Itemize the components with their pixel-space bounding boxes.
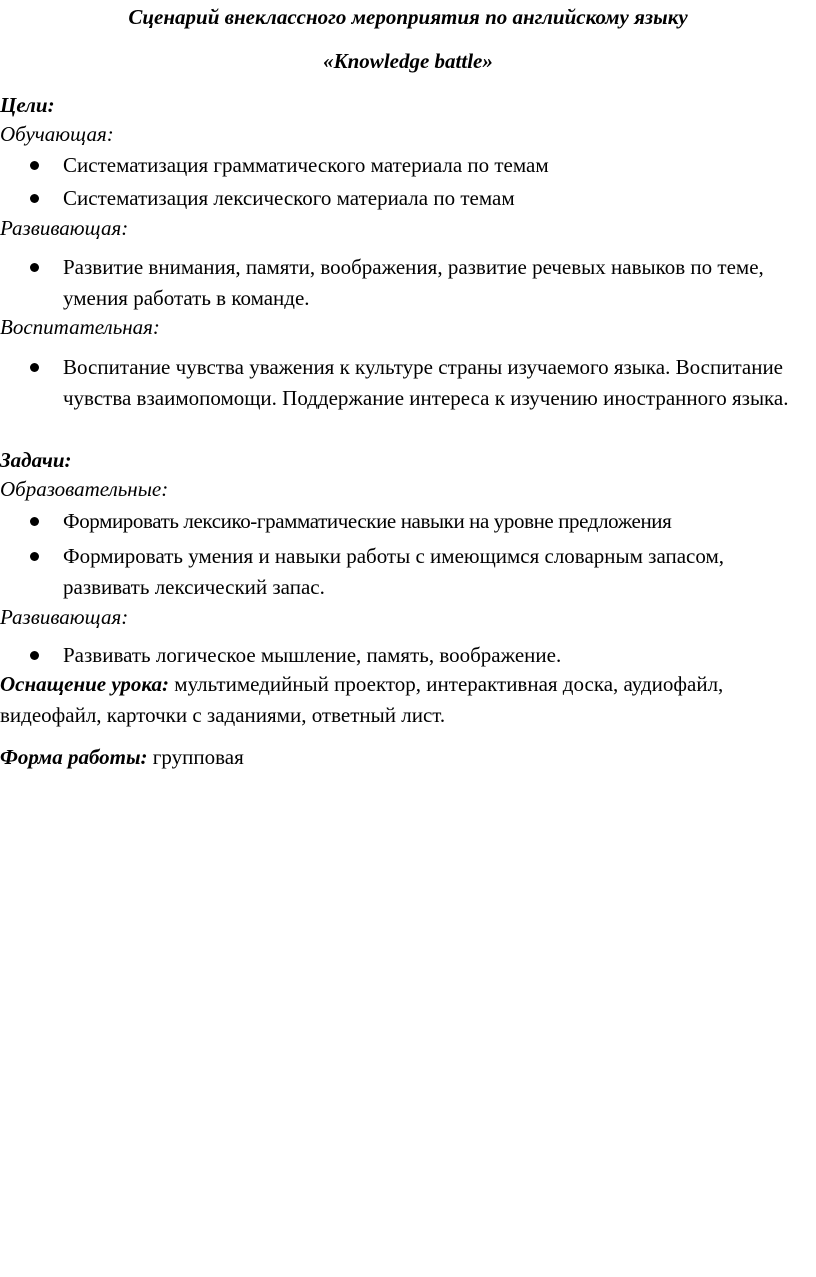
event-name: «Knowledge battle» [323,49,493,73]
bullet-icon [30,161,39,170]
goals-upbringing-label: Воспитательная: [0,315,160,339]
bullet-icon [30,194,39,203]
bullet-icon [30,517,39,526]
bullet-icon [30,552,39,561]
bullet-icon [30,651,39,660]
bullet-icon [30,363,39,372]
tasks-developing-label: Развивающая: [0,605,129,629]
equipment-text: мультимедийный проектор, интерактивная доска, аудиофайл, видеофайл, карточки с заданиями, ответный лист. [0,672,724,727]
tasks-educational-label: Образовательные: [0,477,169,501]
list-item-text: Развивать логическое мышление, память, воображение. [63,643,562,667]
list-item-text: Систематизация лексического материала по темам [63,186,515,210]
work-form-text: групповая [147,745,244,769]
list-item-text: Воспитание чувства уважения к культуре страны изучаемого языка. Воспитание чувства взаимопомощи. Поддержание интереса к изучению иностранного языка. [63,355,789,410]
list-item-text: Систематизация грамматического материала по темам [63,153,549,177]
list-item-text: Формировать умения и навыки работы с имеющимся словарным запасом, развивать лексический запас. [63,544,725,599]
goals-developing-label: Развивающая: [0,216,129,240]
tasks-heading: Задачи: [0,448,72,472]
work-form-label: Форма работы: [0,745,148,769]
goals-heading: Цели: [0,93,55,117]
equipment-label: Оснащение урока: [0,672,170,696]
list-item-text: Формировать лексико-грамматические навыки на уровне предложения [63,509,672,533]
list-item-text: Развитие внимания, памяти, воображения, развитие речевых навыков по теме, умения работать в команде. [63,255,764,310]
bullet-icon [30,263,39,272]
goals-educational-label: Обучающая: [0,122,114,146]
document-title: Сценарий внеклассного мероприятия по английскому языку [128,5,688,29]
work-form-paragraph [0,742,800,773]
equipment-paragraph [0,669,800,731]
